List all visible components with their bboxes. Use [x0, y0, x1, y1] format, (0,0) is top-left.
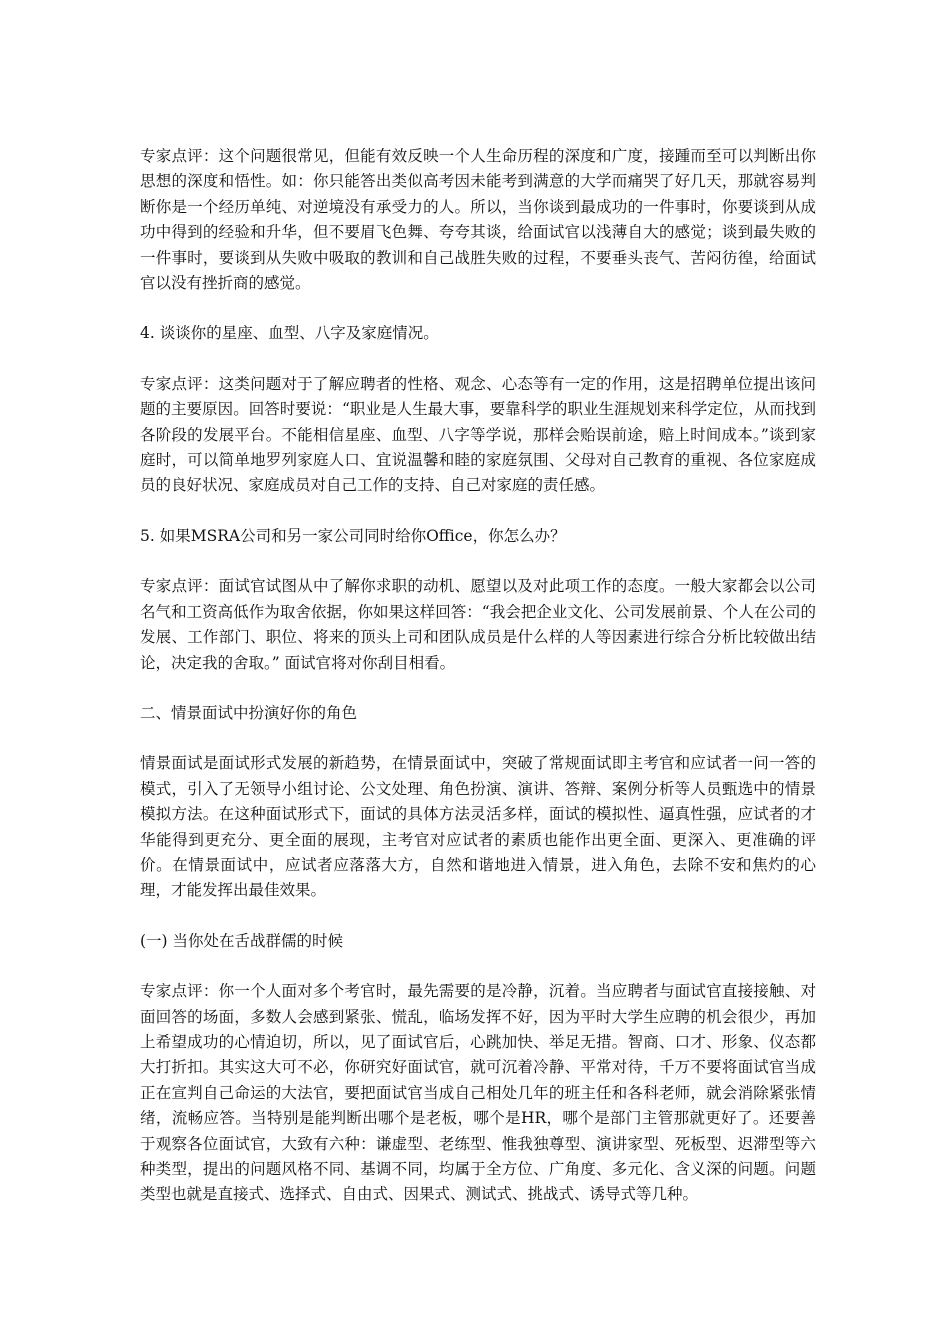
body-paragraph: 情景面试是面试形式发展的新趋势，在情景面试中，突破了常规面试即主考官和应试者一问一答的模式，引入了无领导小组讨论、公文处理、角色扮演、演讲、答辩、案例分析等人员甄选中的情景模拟方法。在这种面试形式下，面试的具体方法灵活多样，面试的模拟性、逼真性强，应试者的才华能得到更充分、更全面的展现，主考官对应试者的素质也能作出更全面、更深入、更准确的评价。在情景面试中，应试者应落落大方，自然和谐地进入情景，进入角色，去除不安和焦灼的心理，才能发挥出最佳效果。	[140, 754, 816, 900]
expert-comment-paragraph: 专家点评：这个问题很常见，但能有效反映一个人生命历程的深度和广度，接踵而至可以判断出你思想的深度和悟性。如：你只能答出类似高考因未能考到满意的大学而痛哭了好几天，那就容易判断你是一个经历单纯、对逆境没有承受力的人。所以，当你谈到最成功的一件事时，你要谈到从成功中得到的经验和升华，但不要眉飞色舞、夸夸其谈，给面试官以浅薄自大的感觉；谈到最失败的一件事时，要谈到从失败中吸取的教训和自己战胜失败的过程，不要垂头丧气、苦闷彷徨，给面试官以没有挫折商的感觉。	[140, 147, 816, 293]
question-heading: 4. 谈谈你的星座、血型、八字及家庭情况。	[140, 324, 439, 343]
document-body	[140, 144, 816, 1233]
expert-comment-paragraph: 专家点评：这类问题对于了解应聘者的性格、观念、心态等有一定的作用，这是招聘单位提出该问题的主要原因。回答时要说：“职业是人生最大事，要靠科学的职业生涯规划来科学定位，从而找到各阶段的发展平台。不能相信星座、血型、八字等学说，那样会贻误前途，赔上时间成本。”谈到家庭时，可以简单地罗列家庭人口、宜说温馨和睦的家庭氛围、父母对自己教育的重视、各位家庭成员的良好状况、家庭成员对自己工作的支持、自己对家庭的责任感。	[140, 374, 816, 495]
question-heading: 5. 如果MSRA公司和另一家公司同时给你Office，你怎么办？	[140, 526, 566, 545]
expert-comment-paragraph: 专家点评：你一个人面对多个考官时，最先需要的是冷静，沉着。当应聘者与面试官直接接触、对面回答的场面，多数人会感到紧张、慌乱，临场发挥不好，因为平时大学生应聘的机会很少，再加上希望成功的心情迫切，所以，见了面试官后，心跳加快、举足无措。智商、口才、形象、仪态都大打折扣。其实这大可不必，你研究好面试官，就可沉着冷静、平常对待，千万不要将面试官当成正在宣判自己命运的大法官，要把面试官当成自己相处几年的班主任和各科老师，就会消除紧张情绪，流畅应答。当特别是能判断出哪个是老板，哪个是HR，哪个是部门主管那就更好了。还要善于观察各位面试官，大致有六种：谦虚型、老练型、惟我独尊型、演讲家型、死板型、迟滞型等六种类型，提出的问题风格不同、基调不同，均属于全方位、广角度、多元化、含义深的问题。问题类型也就是直接式、选择式、自由式、因果式、测试式、挑战式、诱导式等几种。	[140, 982, 816, 1204]
subsection-heading: (一) 当你处在舌战群儒的时候	[140, 931, 344, 950]
expert-comment-paragraph: 专家点评：面试官试图从中了解你求职的动机、愿望以及对此项工作的态度。一般大家都会以公司名气和工资高低作为取舍依据，你如果这样回答：“我会把企业文化、公司发展前景、个人在公司的发展、工作部门、职位、将来的顶头上司和团队成员是什么样的人等因素进行综合分析比较做出结论，决定我的舍取。” 面试官将对你刮目相看。	[140, 577, 816, 672]
section-heading: 二、情景面试中扮演好你的角色	[140, 703, 358, 722]
